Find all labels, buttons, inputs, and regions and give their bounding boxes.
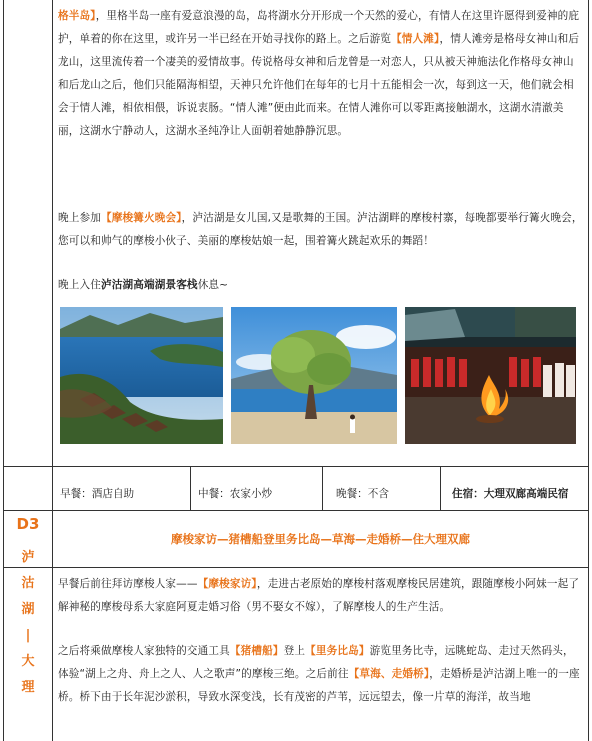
day-route-title: 摩梭家访—猪槽船登里务比岛—草海—走婚桥—住大理双廊	[171, 532, 470, 546]
day-divider	[3, 466, 589, 467]
meal-dinner: 晚餐：不含	[336, 488, 389, 500]
meal-divider	[190, 466, 191, 510]
meal-lunch: 中餐：农家小炒	[198, 488, 273, 500]
photo-lake-aerial	[60, 307, 223, 444]
photo-bonfire-party	[405, 307, 576, 444]
accommodation: 住宿：大理双廊高端民宿	[452, 488, 569, 500]
day2-paragraph-bonfire: 晚上参加【摩梭篝火晚会】，泸沽湖是女儿国,又是歌舞的王国。泸沽湖畔的摩梭村寨，每晚都要举行篝火晚会，您可以和帅气的摩梭小伙子、美丽的摩梭姑娘一起，围着篝火跳起欢乐的舞蹈！	[58, 212, 583, 247]
day2-paragraph-hotel: 晚上入住泸沽湖高端湖景客栈休息~	[58, 279, 229, 291]
day-place: 泸 沽 湖 | 大 理	[21, 550, 35, 695]
highlight-mosuo-visit: 【摩梭家访】	[197, 578, 257, 590]
highlight-lovers-beach: 【情人滩】	[391, 33, 440, 45]
highlight-liwubi-island: 【里务比岛】	[305, 645, 370, 657]
photo-lone-tree	[231, 307, 397, 444]
highlight-pig-trough-boat: 【猪槽船】	[229, 645, 284, 657]
meal-divider	[322, 466, 323, 510]
hotel-name: 泸沽湖高端湖景客栈	[100, 279, 198, 291]
day3-paragraph-visit: 早餐后前往拜访摩梭人家——【摩梭家访】，走进古老原始的摩梭村落观摩梭民居建筑，跟随摩梭小阿妹一起了解神秘的摩梭母系大家庭阿夏走婚习俗（男不娶女不嫁），了解摩梭人的生产生活。	[58, 578, 580, 613]
route-divider	[3, 567, 589, 568]
meal-breakfast: 早餐：酒店自助	[60, 488, 135, 500]
day2-paragraph-lake: 格半岛】，里格半岛一座有爱意浪漫的岛，岛将湖水分开形成一个天然的爱心，有情人在这里许愿得到爱神的庇护，单着的你在这里，或许另一半已经在开始寻找你的路上。之后游览【情人滩】，情人滩旁是格母女神山和后龙山，这里流传着一个凄美的爱情故事。传说格母女神和后龙曾是一对恋人，只从被天神施法化作格母女神山和后龙山之后，他们只能隔海相望，天神只允许他们在每年的七月十五能相会一次，每到这一天，他们就会相会于情人滩，相依相偎，诉说衷肠。“情人滩”便由此而来。在情人滩你可以零距离接触湖水，这湖水清澈美丽，这湖水宁静动人，这湖水圣纯净让人面朝着她静静沉思。	[58, 10, 580, 137]
highlight-grass-sea-bridge: 【草海、走婚桥】	[348, 668, 430, 680]
column-divider	[52, 0, 53, 741]
highlight-bonfire-party: 【摩梭篝火晚会】	[100, 212, 182, 224]
meal-divider	[440, 466, 441, 510]
day3-paragraph-boat: 之后将乘做摩梭人家独特的交通工具【猪槽船】登上【里务比岛】游览里务比寺，远眺蛇岛、走过天然码头，体验“湖上之舟、舟上之人、人之歌声”的摩梭三绝。之后前往【草海、走婚桥】，走婚桥是泸沽湖上唯一的一座桥。桥下由于长年泥沙淤积，导致水深变浅，长有茂密的芦苇，远远望去，像一片草的海洋，故当地	[58, 645, 580, 703]
highlight-lige-peninsula: 格半岛】	[58, 10, 96, 22]
day-label: D3	[16, 515, 40, 533]
